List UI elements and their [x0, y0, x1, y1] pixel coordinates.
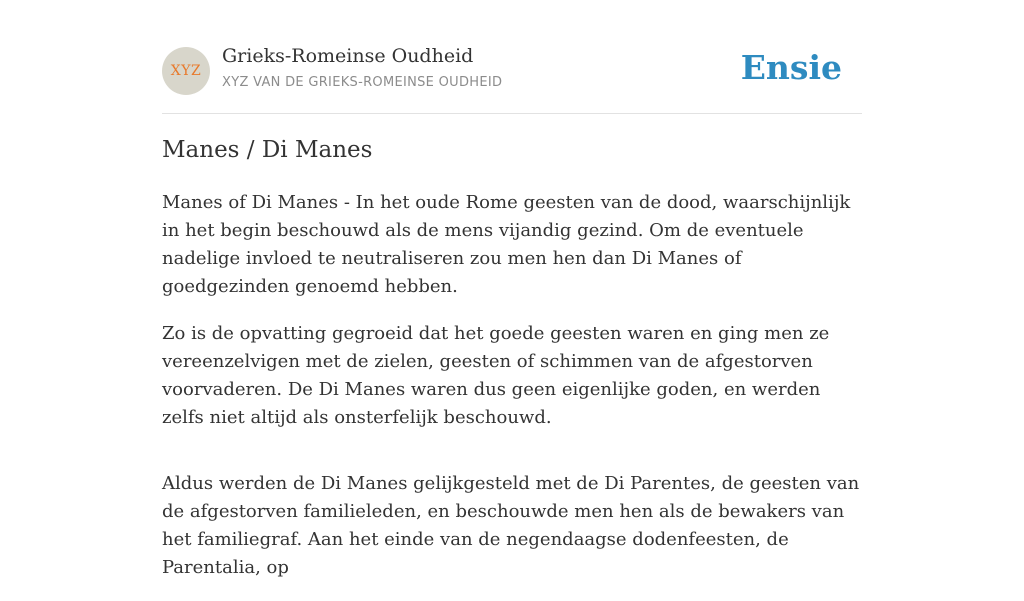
- channel-name[interactable]: Grieks-Romeinse Oudheid: [222, 45, 474, 67]
- ensie-logo[interactable]: Ensie: [740, 48, 842, 87]
- header: [162, 0, 862, 114]
- article-title: Manes / Di Manes: [162, 137, 373, 163]
- channel-subtitle: XYZ VAN DE GRIEKS-ROMEINSE OUDHEID: [222, 75, 503, 90]
- avatar-text: XYZ: [170, 63, 202, 79]
- channel-avatar[interactable]: [162, 47, 210, 95]
- article-paragraph: Aldus werden de Di Manes gelijkgesteld met de Di Parentes, de geesten van de afgestorven familieleden, en beschouwde men hen als de bewakers van het familiegraf. Aan het einde van de negendaagse dodenfeesten, de Parentalia, op: [162, 473, 860, 578]
- article-paragraph: Manes of Di Manes - In het oude Rome geesten van de dood, waarschijnlijk in het begin beschouwd als de mens vijandig gezind. Om de eventuele nadelige invloed te neutraliseren zou men hen dan Di Manes of goedgezinden genoemd hebben.: [162, 192, 851, 297]
- article-body: [162, 189, 862, 601]
- article-paragraph: Zo is de opvatting gegroeid dat het goede geesten waren en ging men ze vereenzelvigen met de zielen, geesten of schimmen van de afgestorven voorvaderen. De Di Manes waren dus geen eigenlijke goden, en werden zelfs niet altijd als onsterfelijk beschouwd.: [162, 323, 830, 428]
- content-container: [162, 0, 862, 578]
